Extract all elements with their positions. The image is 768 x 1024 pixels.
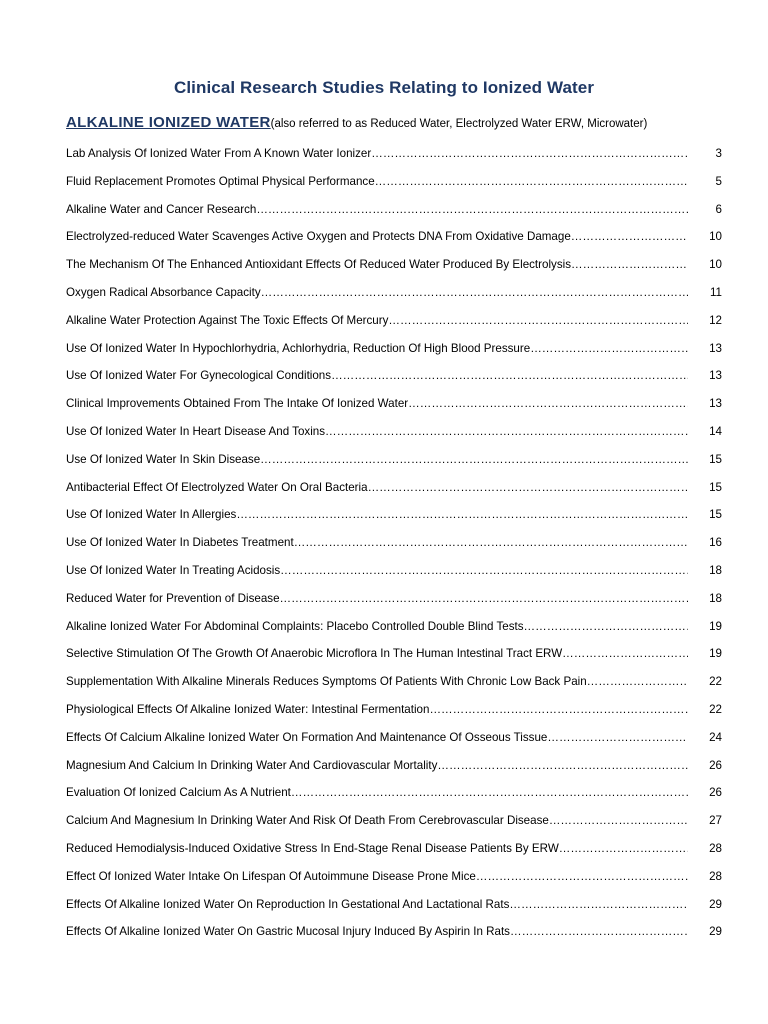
toc-entry[interactable] — [66, 640, 722, 668]
toc-entry-page-number: 14 — [709, 424, 722, 438]
toc-entry-page-number: 26 — [709, 786, 722, 800]
toc-entry[interactable] — [66, 251, 722, 279]
toc-entry-title: Electrolyzed-reduced Water Scavenges Active Oxygen and Protects DNA From Oxidative Damage ……………………………………………………………………………………………………………………………………………………………………………………………………………………… — [66, 223, 688, 251]
toc-entry-title: Use Of Ionized Water In Diabetes Treatment ……………………………………………………………………………………………………………………………………………………………………………………………………………………… — [66, 529, 688, 557]
toc-entry-page-number: 15 — [709, 508, 722, 522]
toc-entry-title: Antibacterial Effect Of Electrolyzed Water On Oral Bacteria ……………………………………………………………………………………………………………………………………………………………………………………………………………………… — [66, 474, 688, 502]
toc-entry-page-number: 19 — [709, 647, 722, 661]
toc-entry-title: Oxygen Radical Absorbance Capacity ……………………………………………………………………………………………………………………………………………………………………………………………………………………… — [66, 279, 688, 307]
toc-entry-page-number: 11 — [709, 285, 722, 299]
toc-entry-page-number: 29 — [709, 925, 722, 939]
toc-entry-page-number: 13 — [709, 369, 722, 383]
toc-entry-title: Effect Of Ionized Water Intake On Lifespan Of Autoimmune Disease Prone Mice ……………………………………………………………………………………………………………………………………………………………………………………………………………………… — [66, 863, 688, 891]
toc-entry[interactable] — [66, 807, 722, 835]
toc-entry[interactable] — [66, 474, 722, 502]
toc-entry-page-number: 5 — [715, 174, 722, 188]
toc-entry-title: Use Of Ionized Water In Hypochlorhydria, Achlorhydria, Reduction Of High Blood Pressure ……………………………………………………………………………………………………………………………………………………………………………………………………………………… — [66, 335, 688, 363]
toc-entry-page-number: 15 — [709, 480, 722, 494]
toc-entry[interactable] — [66, 835, 722, 863]
toc-entry-page-number: 19 — [709, 619, 722, 633]
toc-entry-title: Alkaline Water and Cancer Research ……………………………………………………………………………………………………………………………………………………………………………………………………………………… — [66, 196, 688, 224]
toc-entry-title: Use Of Ionized Water For Gynecological Conditions ……………………………………………………………………………………………………………………………………………………………………………………………………………………… — [66, 362, 688, 390]
toc-entry-title: Magnesium And Calcium In Drinking Water And Cardiovascular Mortality ……………………………………………………………………………………………………………………………………………………………………………………………………………………… — [66, 752, 688, 780]
toc-entry-title: Use Of Ionized Water In Treating Acidosis ……………………………………………………………………………………………………………………………………………………………………………………………………………………… — [66, 557, 688, 585]
toc-entry-page-number: 6 — [715, 202, 722, 216]
table-of-contents — [66, 140, 722, 946]
toc-entry-title: Evaluation Of Ionized Calcium As A Nutrient ……………………………………………………………………………………………………………………………………………………………………………………………………………………… — [66, 779, 688, 807]
toc-entry[interactable] — [66, 196, 722, 224]
toc-entry-page-number: 15 — [709, 452, 722, 466]
toc-entry[interactable] — [66, 752, 722, 780]
toc-entry[interactable] — [66, 529, 722, 557]
toc-entry-title: The Mechanism Of The Enhanced Antioxidant Effects Of Reduced Water Produced By Electrolysis ……………………………………………………………………………………………………………………………………………………………………………………………………………………… — [66, 251, 688, 279]
toc-entry-title: Effects Of Alkaline Ionized Water On Reproduction In Gestational And Lactational Rats ……………………………………………………………………………………………………………………………………………………………………………………………………………………… — [66, 891, 688, 919]
toc-entry-page-number: 16 — [709, 536, 722, 550]
toc-entry-page-number: 28 — [709, 841, 722, 855]
toc-entry-title: Supplementation With Alkaline Minerals Reduces Symptoms Of Patients With Chronic Low Back Pain ……………………………………………………………………………………………………………………………………………………………………………………………………………………… — [66, 668, 688, 696]
section-heading — [66, 114, 647, 132]
toc-entry-page-number: 28 — [709, 869, 722, 883]
toc-entry-page-number: 22 — [709, 702, 722, 716]
toc-entry-title: Effects Of Calcium Alkaline Ionized Water On Formation And Maintenance Of Osseous Tissue ……………………………………………………………………………………………………………………………………………………………………………………………………………………… — [66, 724, 688, 752]
toc-entry-page-number: 3 — [715, 147, 722, 160]
toc-entry[interactable] — [66, 223, 722, 251]
toc-entry[interactable] — [66, 779, 722, 807]
toc-entry[interactable] — [66, 140, 722, 168]
toc-entry-page-number: 18 — [709, 563, 722, 577]
toc-entry[interactable] — [66, 668, 722, 696]
toc-entry-title: Use Of Ionized Water In Heart Disease And Toxins ……………………………………………………………………………………………………………………………………………………………………………………………………………………… — [66, 418, 688, 446]
toc-entry-page-number: 27 — [709, 814, 722, 828]
toc-entry-title: Selective Stimulation Of The Growth Of Anaerobic Microflora In The Human Intestinal Tract ERW ……………………………………………………………………………………………………………………………………………………………………………………………………………………… — [66, 640, 688, 668]
toc-entry[interactable] — [66, 390, 722, 418]
toc-entry-title: Use Of Ionized Water In Allergies ……………………………………………………………………………………………………………………………………………………………………………………………………………………… — [66, 501, 688, 529]
toc-entry-title: Physiological Effects Of Alkaline Ionized Water: Intestinal Fermentation ……………………………………………………………………………………………………………………………………………………………………………………………………………………… — [66, 696, 688, 724]
toc-entry-page-number: 22 — [709, 675, 722, 689]
section-heading-subtitle: (also referred to as Reduced Water, Electrolyzed Water ERW, Microwater) — [270, 118, 648, 130]
toc-entry-page-number: 24 — [709, 730, 722, 744]
toc-entry[interactable] — [66, 446, 722, 474]
toc-entry[interactable] — [66, 891, 722, 919]
toc-entry[interactable] — [66, 279, 722, 307]
toc-entry-page-number: 13 — [709, 397, 722, 411]
toc-entry-page-number: 10 — [709, 258, 722, 272]
toc-entry-title: Use Of Ionized Water In Skin Disease ……………………………………………………………………………………………………………………………………………………………………………………………………………………… — [66, 446, 688, 474]
section-heading-title: ALKALINE IONIZED WATER — [66, 114, 271, 131]
toc-entry[interactable] — [66, 335, 722, 363]
toc-entry[interactable] — [66, 168, 722, 196]
toc-entry[interactable] — [66, 918, 722, 946]
toc-entry[interactable] — [66, 863, 722, 891]
toc-entry[interactable] — [66, 613, 722, 641]
toc-entry-title: Clinical Improvements Obtained From The Intake Of Ionized Water ……………………………………………………………………………………………………………………………………………………………………………………………………………………… — [66, 390, 688, 418]
toc-entry-title: Alkaline Water Protection Against The Toxic Effects Of Mercury ……………………………………………………………………………………………………………………………………………………………………………………………………………………… — [66, 307, 688, 335]
toc-entry-title: Alkaline Ionized Water For Abdominal Complaints: Placebo Controlled Double Blind Tests ……………………………………………………………………………………………………………………………………………………………………………………………………………………… — [66, 613, 688, 641]
toc-entry[interactable] — [66, 696, 722, 724]
toc-entry[interactable] — [66, 724, 722, 752]
toc-entry-title: Reduced Water for Prevention of Disease ……………………………………………………………………………………………………………………………………………………………………………………………………………………… — [66, 585, 688, 613]
toc-entry-title: Effects Of Alkaline Ionized Water On Gastric Mucosal Injury Induced By Aspirin In Rats ……………………………………………………………………………………………………………………………………………………………………………………………………………………… — [66, 918, 688, 946]
toc-entry-title: Fluid Replacement Promotes Optimal Physical Performance ……………………………………………………………………………………………………………………………………………………………………………………………………………………… — [66, 168, 688, 196]
toc-entry-title: Reduced Hemodialysis-Induced Oxidative Stress In End-Stage Renal Disease Patients By ERW ……………………………………………………………………………………………………………………………………………………………………………………………………………………… — [66, 835, 688, 863]
toc-entry[interactable] — [66, 362, 722, 390]
toc-entry-page-number: 12 — [709, 313, 722, 327]
toc-entry-title: Lab Analysis Of Ionized Water From A Known Water Ionizer ……………………………………………………………………………………………………………………………………………………………………………………………………………………… — [66, 140, 688, 168]
toc-entry-title: Calcium And Magnesium In Drinking Water And Risk Of Death From Cerebrovascular Disease ……………………………………………………………………………………………………………………………………………………………………………………………………………………… — [66, 807, 688, 835]
toc-entry-page-number: 29 — [709, 897, 722, 911]
toc-entry[interactable] — [66, 585, 722, 613]
toc-entry-page-number: 26 — [709, 758, 722, 772]
toc-entry[interactable] — [66, 307, 722, 335]
document-title: Clinical Research Studies Relating to Ionized Water — [173, 78, 595, 97]
toc-entry[interactable] — [66, 501, 722, 529]
toc-entry-page-number: 10 — [709, 230, 722, 244]
toc-entry[interactable] — [66, 418, 722, 446]
toc-entry-page-number: 13 — [709, 341, 722, 355]
toc-entry[interactable] — [66, 557, 722, 585]
toc-entry-page-number: 18 — [709, 591, 722, 605]
